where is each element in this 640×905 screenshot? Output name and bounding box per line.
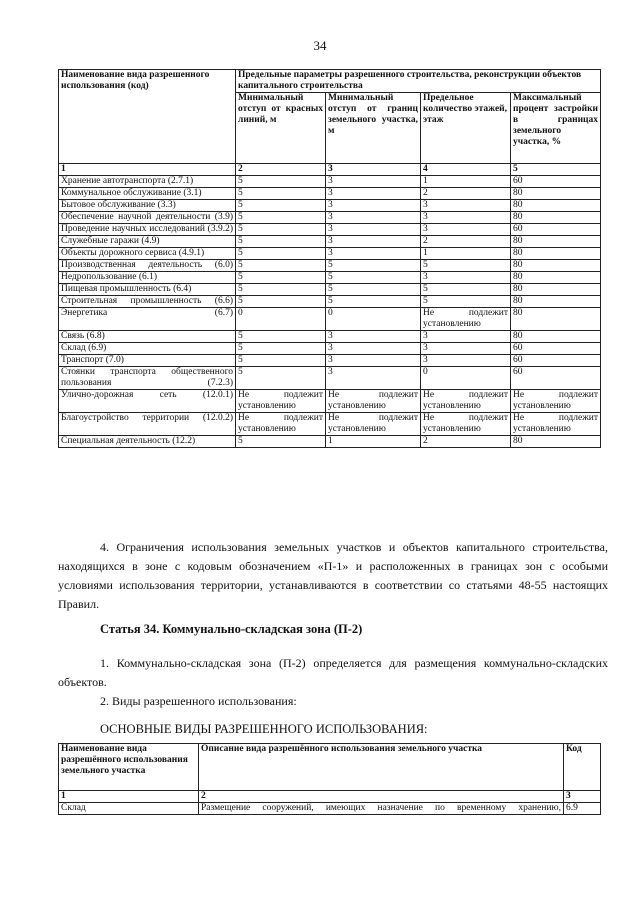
use-type-cell: Связь (6.8)	[59, 331, 236, 343]
max-floors-cell: 3	[421, 331, 511, 343]
min-setback-boundaries-cell: 3	[326, 367, 421, 390]
col-number: 4	[421, 164, 511, 176]
min-setback-red-lines-cell: 5	[236, 331, 326, 343]
max-floors-cell: 3	[421, 272, 511, 284]
min-setback-boundaries-cell: 3	[326, 200, 421, 212]
use-type-cell: Служебные гаражи (4.9)	[59, 236, 236, 248]
paragraph-4-restrictions: 4. Ограничения использования земельных участков и объектов капитального строительства, находящихся в зоне с кодовым обозначением «П-1» и расположенных в границах зон с особыми условиями использования территории, устанавливаются в соответствии со статьями 48-55 настоящих Правил.	[58, 540, 608, 611]
min-setback-boundaries-cell: Не подлежит установлению	[326, 390, 421, 413]
max-build-percent-cell: 80	[511, 260, 601, 272]
header-min-setback-red-lines: Минимальный отступ от красных линий, м	[236, 93, 326, 164]
use-code-cell: 6.9	[564, 803, 601, 815]
paragraph-1-zone-definition: 1. Коммунально-складская зона (П-2) определяется для размещения коммунально-складских объектов.	[58, 656, 608, 689]
use-type-cell: Строительная промышленность (6.6)	[59, 296, 236, 308]
table-row	[59, 367, 601, 390]
min-setback-red-lines-cell: 5	[236, 284, 326, 296]
max-floors-cell: 2	[421, 436, 511, 448]
min-setback-red-lines-cell: 5	[236, 200, 326, 212]
zone-parameters-table	[58, 69, 601, 448]
column-numbers-row	[59, 164, 601, 176]
max-floors-cell: 3	[421, 343, 511, 355]
col-number: 1	[59, 164, 236, 176]
use-description-cell: Размещение сооружений, имеющих назначение по временному хранению,	[199, 803, 564, 815]
table-row	[59, 224, 601, 236]
header-min-setback-boundaries: Минимальный отступ от границ земельного участка, м	[326, 93, 421, 164]
max-floors-cell: Не подлежит установлению	[421, 308, 511, 331]
min-setback-boundaries-cell: 1	[326, 436, 421, 448]
max-build-percent-cell: 80	[511, 200, 601, 212]
col-number: 3	[564, 791, 601, 803]
use-type-cell: Улично-дорожная сеть (12.0.1)	[59, 390, 236, 413]
max-floors-cell: Не подлежит установлению	[421, 390, 511, 413]
use-type-cell: Проведение научных исследований (3.9.2)	[59, 224, 236, 236]
min-setback-red-lines-cell: 5	[236, 188, 326, 200]
header-use-name: Наименование вида разрешённого использования земельного участка	[59, 744, 199, 791]
max-floors-cell: 5	[421, 296, 511, 308]
max-build-percent-cell: 80	[511, 236, 601, 248]
table-header-row	[59, 744, 601, 791]
max-build-percent-cell: 80	[511, 331, 601, 343]
min-setback-boundaries-cell: 5	[326, 260, 421, 272]
min-setback-red-lines-cell: Не подлежит установлению	[236, 390, 326, 413]
max-build-percent-cell: 60	[511, 367, 601, 390]
max-build-percent-cell: 60	[511, 176, 601, 188]
min-setback-red-lines-cell: Не подлежит установлению	[236, 413, 326, 436]
use-type-cell: Энергетика (6.7)	[59, 308, 236, 331]
min-setback-red-lines-cell: 5	[236, 212, 326, 224]
col-number: 5	[511, 164, 601, 176]
min-setback-boundaries-cell: 3	[326, 188, 421, 200]
max-build-percent-cell: 60	[511, 355, 601, 367]
min-setback-boundaries-cell: 0	[326, 308, 421, 331]
max-build-percent-cell: Не подлежит установлению	[511, 390, 601, 413]
max-floors-cell: 5	[421, 260, 511, 272]
table-row	[59, 200, 601, 212]
use-type-cell: Коммунальное обслуживание (3.1)	[59, 188, 236, 200]
table-row	[59, 236, 601, 248]
max-floors-cell: 2	[421, 236, 511, 248]
table-row	[59, 272, 601, 284]
table-row	[59, 284, 601, 296]
max-build-percent-cell: 80	[511, 308, 601, 331]
min-setback-red-lines-cell: 5	[236, 296, 326, 308]
col-number: 1	[59, 791, 199, 803]
min-setback-red-lines-cell: 5	[236, 436, 326, 448]
min-setback-boundaries-cell: Не подлежит установлению	[326, 413, 421, 436]
table-row	[59, 176, 601, 188]
table-row	[59, 308, 601, 331]
max-build-percent-cell: 80	[511, 248, 601, 260]
max-floors-cell: 0	[421, 367, 511, 390]
table-row	[59, 803, 601, 815]
min-setback-red-lines-cell: 5	[236, 236, 326, 248]
min-setback-boundaries-cell: 3	[326, 355, 421, 367]
max-build-percent-cell: 80	[511, 212, 601, 224]
min-setback-boundaries-cell: 5	[326, 296, 421, 308]
min-setback-red-lines-cell: 5	[236, 272, 326, 284]
min-setback-boundaries-cell: 3	[326, 248, 421, 260]
table-row	[59, 390, 601, 413]
max-build-percent-cell: 80	[511, 284, 601, 296]
max-build-percent-cell: 60	[511, 343, 601, 355]
page-number: 34	[313, 38, 327, 53]
min-setback-boundaries-cell: 5	[326, 284, 421, 296]
max-floors-cell: 1	[421, 248, 511, 260]
header-parameters: Предельные параметры разрешенного строительства, реконструкции объектов капитального строительства	[236, 70, 601, 93]
col-number: 2	[236, 164, 326, 176]
max-floors-cell: 3	[421, 200, 511, 212]
table-row	[59, 296, 601, 308]
use-type-cell: Недропользование (6.1)	[59, 272, 236, 284]
header-use-type: Наименование вида разрешенного использования (код)	[59, 70, 236, 164]
use-type-cell: Производственная деятельность (6.0)	[59, 260, 236, 272]
header-use-description: Описание вида разрешённого использования земельного участка	[199, 744, 564, 791]
min-setback-red-lines-cell: 5	[236, 355, 326, 367]
min-setback-boundaries-cell: 3	[326, 224, 421, 236]
col-number: 2	[199, 791, 564, 803]
min-setback-red-lines-cell: 5	[236, 260, 326, 272]
min-setback-red-lines-cell: 5	[236, 176, 326, 188]
table-row	[59, 355, 601, 367]
min-setback-boundaries-cell: 3	[326, 212, 421, 224]
table-row	[59, 188, 601, 200]
min-setback-boundaries-cell: 3	[326, 331, 421, 343]
use-type-cell: Объекты дорожного сервиса (4.9.1)	[59, 248, 236, 260]
table-row	[59, 260, 601, 272]
table-row	[59, 331, 601, 343]
max-floors-cell: 3	[421, 212, 511, 224]
max-build-percent-cell: 80	[511, 436, 601, 448]
max-build-percent-cell: 80	[511, 188, 601, 200]
max-floors-cell: 1	[421, 176, 511, 188]
section-heading-main-uses: ОСНОВНЫЕ ВИДЫ РАЗРЕШЕННОГО ИСПОЛЬЗОВАНИЯ:	[100, 722, 428, 736]
col-number: 3	[326, 164, 421, 176]
use-type-cell: Специальная деятельность (12.2)	[59, 436, 236, 448]
max-build-percent-cell: Не подлежит установлению	[511, 413, 601, 436]
paragraph-2-use-types: 2. Виды разрешенного использования:	[100, 694, 297, 708]
use-type-cell: Бытовое обслуживание (3.3)	[59, 200, 236, 212]
max-build-percent-cell: 80	[511, 296, 601, 308]
table-row	[59, 413, 601, 436]
header-max-floors: Предельное количество этажей, этаж	[421, 93, 511, 164]
use-type-cell: Пищевая промышленность (6.4)	[59, 284, 236, 296]
main-uses-table	[58, 743, 601, 815]
table-row	[59, 212, 601, 224]
max-build-percent-cell: 80	[511, 272, 601, 284]
min-setback-boundaries-cell: 3	[326, 343, 421, 355]
column-numbers-row	[59, 791, 601, 803]
min-setback-boundaries-cell: 3	[326, 236, 421, 248]
max-floors-cell: 2	[421, 188, 511, 200]
use-type-cell: Склад (6.9)	[59, 343, 236, 355]
max-floors-cell: Не подлежит установлению	[421, 413, 511, 436]
table-header-row	[59, 70, 601, 93]
use-type-cell: Благоустройство территории (12.0.2)	[59, 413, 236, 436]
min-setback-boundaries-cell: 3	[326, 176, 421, 188]
use-type-cell: Транспорт (7.0)	[59, 355, 236, 367]
header-code: Код	[564, 744, 601, 791]
use-type-cell: Обеспечение научной деятельности (3.9)	[59, 212, 236, 224]
use-name-cell: Склад	[59, 803, 199, 815]
min-setback-red-lines-cell: 5	[236, 367, 326, 390]
article-heading: Статья 34. Коммунально-складская зона (П-2)	[100, 622, 363, 636]
min-setback-red-lines-cell: 5	[236, 224, 326, 236]
max-floors-cell: 3	[421, 224, 511, 236]
max-floors-cell: 3	[421, 355, 511, 367]
table-row	[59, 436, 601, 448]
max-build-percent-cell: 60	[511, 224, 601, 236]
max-floors-cell: 5	[421, 284, 511, 296]
header-max-build-percent: Максимальный процент застройки в границах земельного участка, %	[511, 93, 601, 164]
min-setback-red-lines-cell: 5	[236, 343, 326, 355]
use-type-cell: Хранение автотранспорта (2.7.1)	[59, 176, 236, 188]
min-setback-boundaries-cell: 5	[326, 272, 421, 284]
use-type-cell: Стоянки транспорта общественного пользования (7.2.3)	[59, 367, 236, 390]
min-setback-red-lines-cell: 0	[236, 308, 326, 331]
min-setback-red-lines-cell: 5	[236, 248, 326, 260]
table-row	[59, 343, 601, 355]
table-row	[59, 248, 601, 260]
